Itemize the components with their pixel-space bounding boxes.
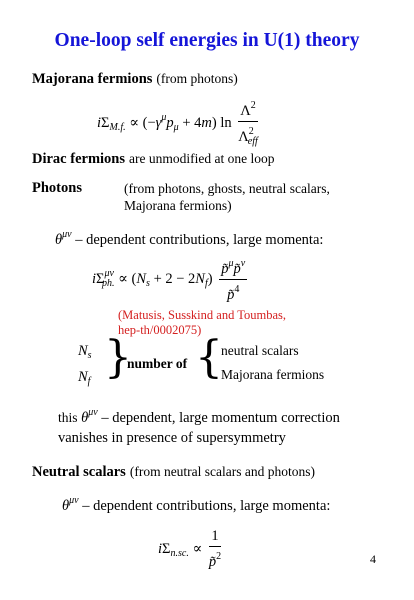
this-line-2: vanishes in presence of supersymmetry bbox=[58, 430, 286, 446]
scalar-equation: $i\Sigma_{n.sc.}$ ∝ $\frac{1}{p̃^2}$ bbox=[158, 528, 222, 570]
nf-symbol: $N_f$ bbox=[78, 369, 91, 387]
dirac-line bbox=[32, 150, 274, 168]
majorana-heading: Majorana fermions bbox=[32, 71, 153, 87]
majorana-equation: $i\Sigma_{M.f.} \propto (-\gamma^\mu p_\mu + 4m)$ ln $\frac{\Lambda^2}{\Lambda^2_{eff}}$ bbox=[97, 97, 258, 150]
page-number: 4 bbox=[370, 552, 376, 566]
number-of: number of bbox=[127, 356, 188, 371]
neutral-heading: Neutral scalars bbox=[32, 464, 126, 480]
majorana-line bbox=[32, 70, 238, 88]
photons-heading: Photons bbox=[32, 180, 82, 196]
dirac-heading: Dirac fermions bbox=[32, 151, 126, 167]
dirac-note: are unmodified at one loop bbox=[129, 151, 275, 166]
theta-line-1: $\theta^{\mu\nu}$ – dependent contributions, large momenta: bbox=[55, 229, 324, 248]
photons-note-1: (from photons, ghosts, neutral scalars, bbox=[124, 181, 330, 196]
photons-note-2: Majorana fermions) bbox=[124, 198, 232, 213]
neutral-note: (from neutral scalars and photons) bbox=[129, 464, 316, 479]
left-brace: { bbox=[195, 332, 223, 383]
ns-symbol: $N_s$ bbox=[78, 343, 92, 361]
majorana-fermions-label: Majorana fermions bbox=[221, 367, 325, 382]
this-line-1: this $\theta^{\mu\nu}$ – dependent, large momentum correction bbox=[58, 407, 340, 426]
citation-1: (Matusis, Susskind and Toumbas, bbox=[118, 308, 286, 322]
theta-text-1: – dependent contributions, large momenta: bbox=[75, 232, 324, 248]
theta-text-2: – dependent contributions, large momenta: bbox=[82, 498, 331, 514]
slide-title: One-loop self energies in U(1) theory bbox=[54, 30, 360, 51]
right-brace: } bbox=[104, 332, 132, 383]
photon-equation: $i\Sigma^{\mu\nu}_{ph.} \propto (N_s + 2 - 2N_f)$ $\frac{p̃^\mu p̃^\nu}{p̃^4}$ bbox=[92, 255, 247, 304]
theta-line-2: $\theta^{\mu\nu}$ – dependent contributions, large momenta: bbox=[62, 495, 331, 514]
neutral-line bbox=[32, 463, 315, 481]
majorana-note: (from photons) bbox=[156, 71, 238, 86]
neutral-scalars-label: neutral scalars bbox=[221, 343, 299, 358]
citation-2: hep-th/0002075) bbox=[118, 323, 202, 337]
